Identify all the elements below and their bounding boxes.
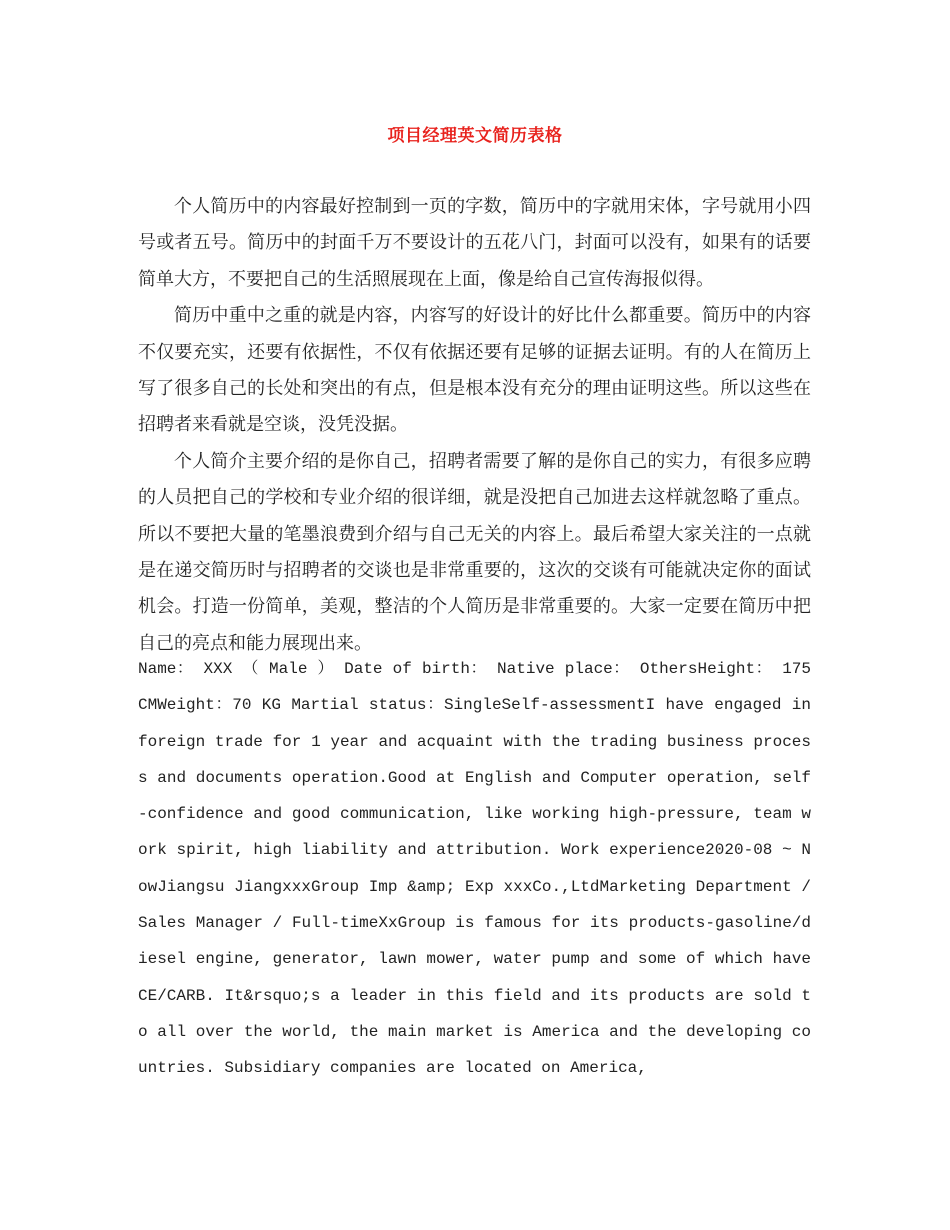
chinese-body — [138, 189, 811, 662]
document-title: 项目经理英文简历表格 — [387, 126, 563, 146]
english-resume-text: Name： XXX （ Male ） Date of birth： Native place： OthersHeight： 175 CMWeight：70 KG Martial status：SingleSelf-assessmentI have engaged in foreign trade for 1 year and acquaint with the trading business process and documents operation.Good at English and Computer operation, self-confidence and good communication, like working high-pressure, team work spirit, high liability and attribution. Work experience2020-08 ~ NowJiangsu JiangxxxGroup Imp &amp; Exp xxxCo.,LtdMarketing Department / Sales Manager / Full-timeXxGroup is famous for its products-gasoline/diesel engine, generator, lawn mower, water pump and some of which have CE/CARB. It&rsquo;s a leader in this field and its products are sold to all over the world, the main market is America and the developing countries. Subsidiary companies are located on America, — [138, 660, 811, 1078]
paragraph-3: 个人简介主要介绍的是你自己，招聘者需要了解的是你自己的实力，有很多应聘的人员把自己的学校和专业介绍的很详细，就是没把自己加进去这样就忽略了重点。所以不要把大量的笔墨浪费到介绍与自己无关的内容上。最后希望大家关注的一点就是在递交简历时与招聘者的交谈也是非常重要的，这次的交谈有可能就决定你的面试机会。打造一份简单，美观，整洁的个人简历是非常重要的。大家一定要在简历中把自己的亮点和能力展现出来。 — [138, 450, 811, 654]
paragraph-1: 个人简历中的内容最好控制到一页的字数，简历中的字就用宋体，字号就用小四号或者五号。简历中的封面千万不要设计的五花八门，封面可以没有，如果有的话要简单大方，不要把自己的生活照展现在上面，像是给自己宣传海报似得。 — [138, 196, 811, 290]
english-resume-body — [138, 651, 811, 1087]
paragraph-2: 简历中重中之重的就是内容，内容写的好设计的好比什么都重要。简历中的内容不仅要充实，还要有依据性，不仅有依据还要有足够的证据去证明。有的人在简历上写了很多自己的长处和突出的有点，但是根本没有充分的理由证明这些。所以这些在招聘者来看就是空谈，没凭没据。 — [138, 305, 811, 436]
